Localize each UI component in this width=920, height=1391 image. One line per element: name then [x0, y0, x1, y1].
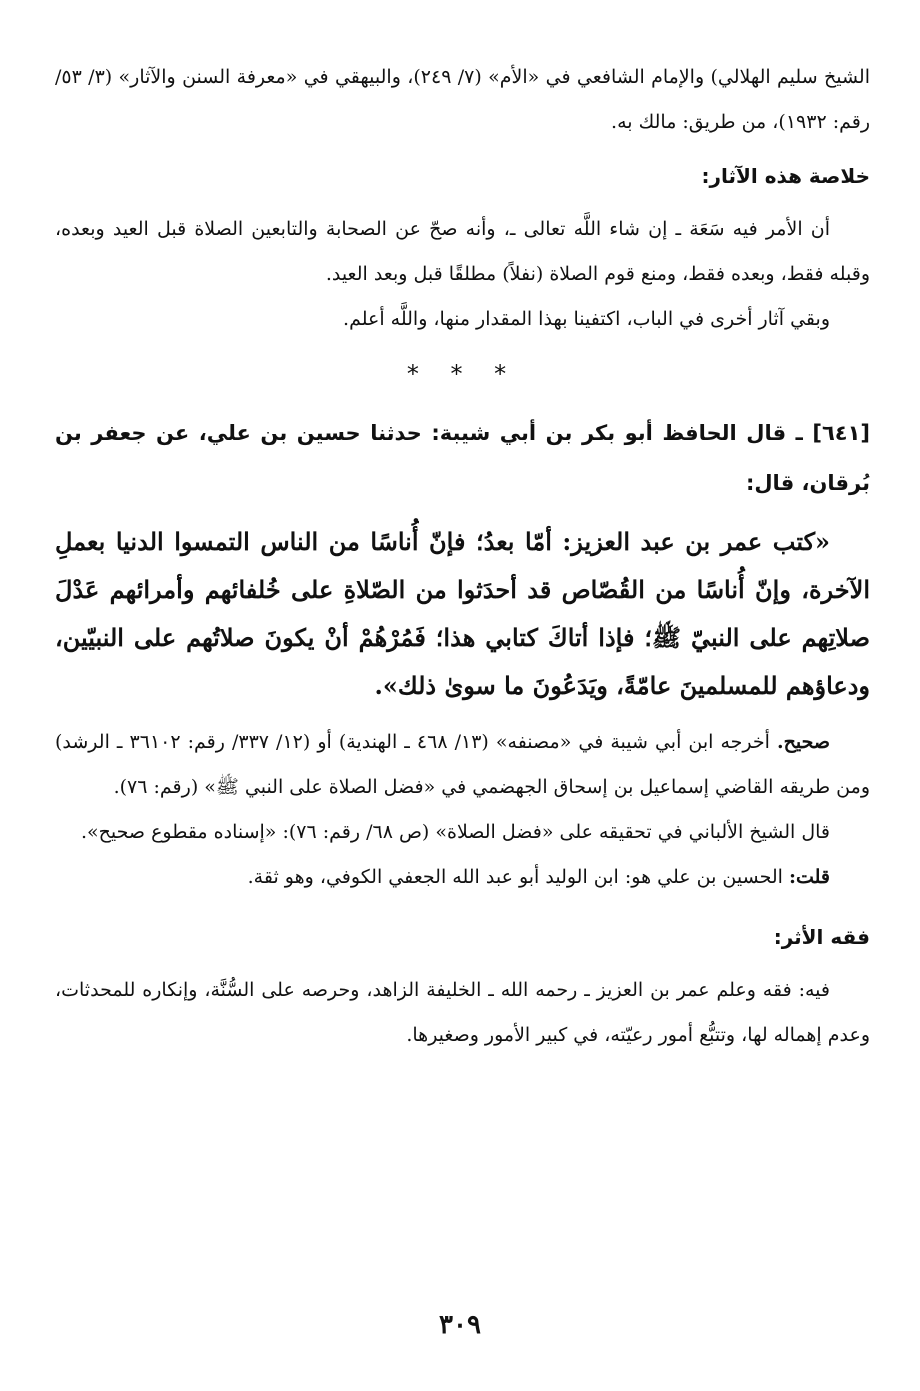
intro-paragraph: الشيخ سليم الهلالي) والإمام الشافعي في «الأم» (٧/ ٢٤٩)، والبيهقي في «معرفة السنن والآثار» (٣/ ٥٣/ رقم: ١٩٣٢)، من طريق: مالك به. — [55, 66, 870, 133]
fiqh-heading: فقه الأثر: — [773, 925, 870, 949]
sahih-paragraph — [55, 720, 870, 810]
spacer — [55, 197, 870, 207]
summary-heading: خلاصة هذه الآثار: — [701, 164, 870, 188]
spacer — [55, 145, 870, 155]
summary-paragraph: أن الأمر فيه سَعَة ـ إن شاء اللَّه تعالى ـ، وأنه صحّ عن الصحابة والتابعين الصلاة قبل العيد وبعده، وقبله فقط، وبعده فقط، ومنع قوم الصلاة (نفلاً) مطلقًا قبل وبعد العيد. — [55, 218, 870, 285]
qultu-label: قلت: — [788, 866, 830, 888]
spacer — [55, 958, 870, 968]
qultu-text: الحسين بن علي هو: ابن الوليد أبو عبد الله الجعفي الكوفي، وهو ثقة. — [247, 866, 783, 888]
remaining-paragraph: وبقي آثار أخرى في الباب، اكتفينا بهذا المقدار منها، واللَّه أعلم. — [343, 308, 830, 330]
sahih-label: صحيح. — [776, 731, 830, 753]
spacer — [55, 900, 870, 916]
page-number: ٣٠٩ — [439, 1310, 481, 1340]
sahih-text: أخرجه ابن أبي شيبة في «مصنفه» (١٣/ ٤٦٨ ـ الهندية) أو (١٢/ ٣٣٧/ رقم: ٣٦١٠٢ ـ الرشد) ومن طريقه القاضي إسماعيل بن إسحاق الجهضمي في «فضل الصلاة على النبي ﷺ» (رقم: ٧٦). — [55, 731, 870, 798]
spacer — [55, 508, 870, 518]
hadith-text: «كتب عمر بن عبد العزيز: أمّا بعدُ؛ فإنّ أُناسًا من الناس التمسوا الدنيا بعملِ الآخرة، وإنّ أُناسًا من القُصّاص قد أحدَثوا من الصّلاةِ على خُلفائهم وأمرائهم عَدْلَ صلاتِهم على النبيّ ﷺ؛ فإذا أتاكَ كتابي هذا؛ فَمُرْهُمْ أنْ يكونَ صلاتُهم على النبيّين، ودعاؤهم للمسلمينَ عامّةً، ويَدَعُونَ ما سوىٰ ذلك». — [55, 527, 870, 700]
fiqh-paragraph: فيه: فقه وعلم عمر بن العزيز ـ رحمه الله ـ الخليفة الزاهد، وحرصه على السُّنَّة، وإنكاره للمحدثات، وعدم إهماله لها، وتتبُّع أمور رعيّته، في كبير الأمور وصغيرها. — [55, 979, 870, 1046]
qultu-paragraph — [55, 855, 870, 900]
spacer — [55, 710, 870, 720]
section-separator: * * * — [406, 360, 519, 388]
hadith-heading: [٦٤١] ـ قال الحافظ أبو بكر بن أبي شيبة: حدثنا حسين بن علي، عن جعفر بن بُرقان، قال: — [55, 421, 870, 495]
page-content — [55, 55, 870, 1355]
albani-paragraph: قال الشيخ الألباني في تحقيقه على «فضل الصلاة» (ص ٦٨/ رقم: ٧٦): «إسناده مقطوع صحيح». — [80, 821, 830, 843]
